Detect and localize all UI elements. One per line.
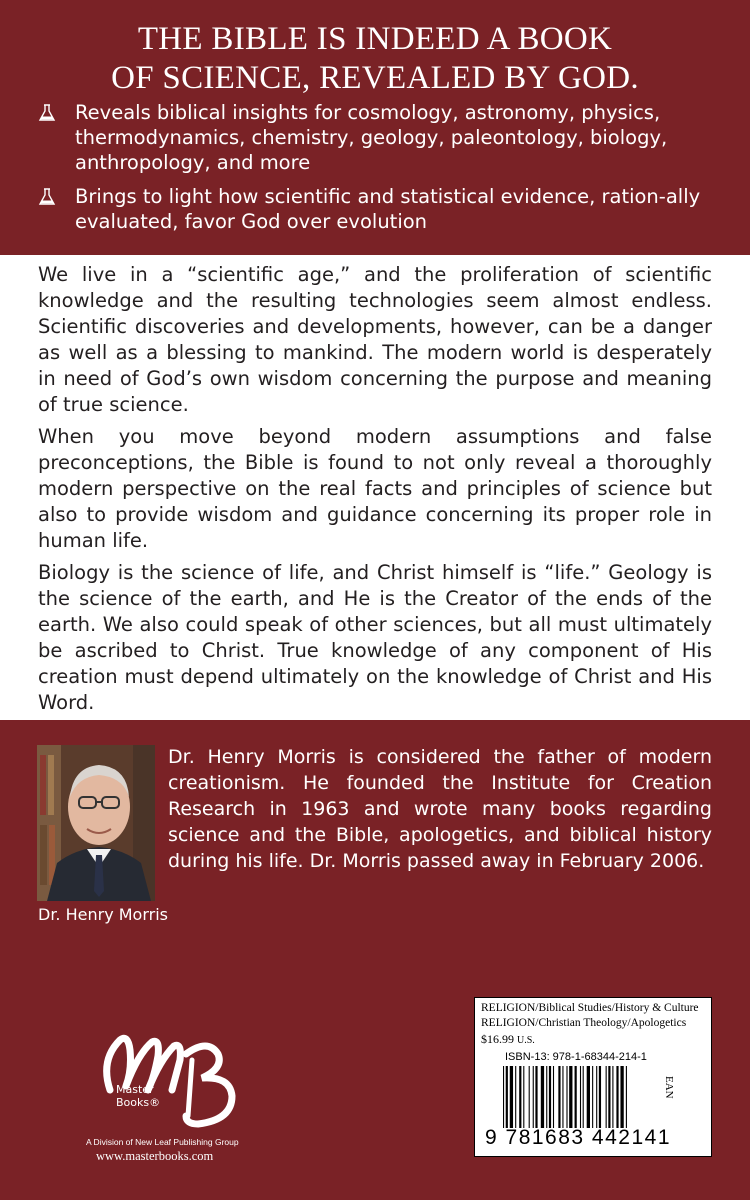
price-region: U.S. [517,1035,535,1046]
logo-wordmark [116,1083,160,1109]
logo-line-2: Books® [116,1096,161,1109]
headline [0,20,750,98]
price-value: $16.99 [481,1032,514,1046]
bullet-list [38,100,718,243]
headline-line-2: OF SCIENCE, REVEALED BY GOD. [111,60,639,96]
paragraph: We live in a “scientific age,” and the proliferation of scientific knowledge and the resulting technologies seem almost endless. Scientific discoveries and developments, however, can be a danger as well as a blessing to mankind. The modern world is desperately in need of God’s own wisdom concerning the purpose and meaning of true science. [38,263,712,416]
paragraph: Biology is the science of life, and Christ himself is “life.” Geology is the science of the earth, and He is the Creator of the ends of the earth. We also could speak of other sciences, but all must ultimately be ascribed to Christ. True knowledge of any component of His creation must depend ultimately on the knowledge of Christ and His Word. [38,561,712,714]
headline-line-1: THE BIBLE IS INDEED A BOOK [137,21,613,57]
bullet-text: Brings to light how scientific and statistical evidence, ration-ally evaluated, favor God over evolution [75,185,701,233]
author-photo [37,745,155,901]
author-bio: Dr. Henry Morris is considered the father of modern creationism. He founded the Institute for Creation Research in 1963 and wrote many books regarding science and the Bible, apologetics, and biblical history during his life. Dr. Morris passed away in February 2006. [168,746,712,872]
bisac-category: RELIGION/Biblical Studies/History & Culture [481,1002,699,1014]
publisher-division: A Division of New Leaf Publishing Group [86,1137,239,1147]
master-books-logo [90,1020,250,1170]
bullet-item [38,100,718,175]
bullet-text: Reveals biblical insights for cosmology, astronomy, physics, thermodynamics, chemistry, geology, paleontology, biology, anthropology, and more [75,101,668,174]
publisher-url: www.masterbooks.com [96,1149,214,1163]
author-caption: Dr. Henry Morris [38,905,168,924]
flask-icon [38,188,56,206]
price [481,1032,535,1047]
bullet-item [38,184,718,234]
bisac-category: RELIGION/Christian Theology/Apologetics [481,1017,687,1029]
isbn: ISBN-13: 978-1-68344-214-1 [505,1051,647,1063]
header-band [0,0,750,255]
barcode-label [474,997,712,1157]
barcode-bars [503,1066,667,1128]
logo-line-1: Master [116,1083,154,1096]
description-panel [0,255,750,720]
barcode-digits: 9 781683 442141 [485,1126,671,1149]
paragraph: When you move beyond modern assumptions and false preconceptions, the Bible is found to not only reveal a thoroughly modern perspective on the real facts and principles of science but also to provide wisdom and guidance concerning its proper role in human life. [38,425,712,552]
flask-icon [38,104,56,122]
ean-label: EAN [663,1076,675,1099]
